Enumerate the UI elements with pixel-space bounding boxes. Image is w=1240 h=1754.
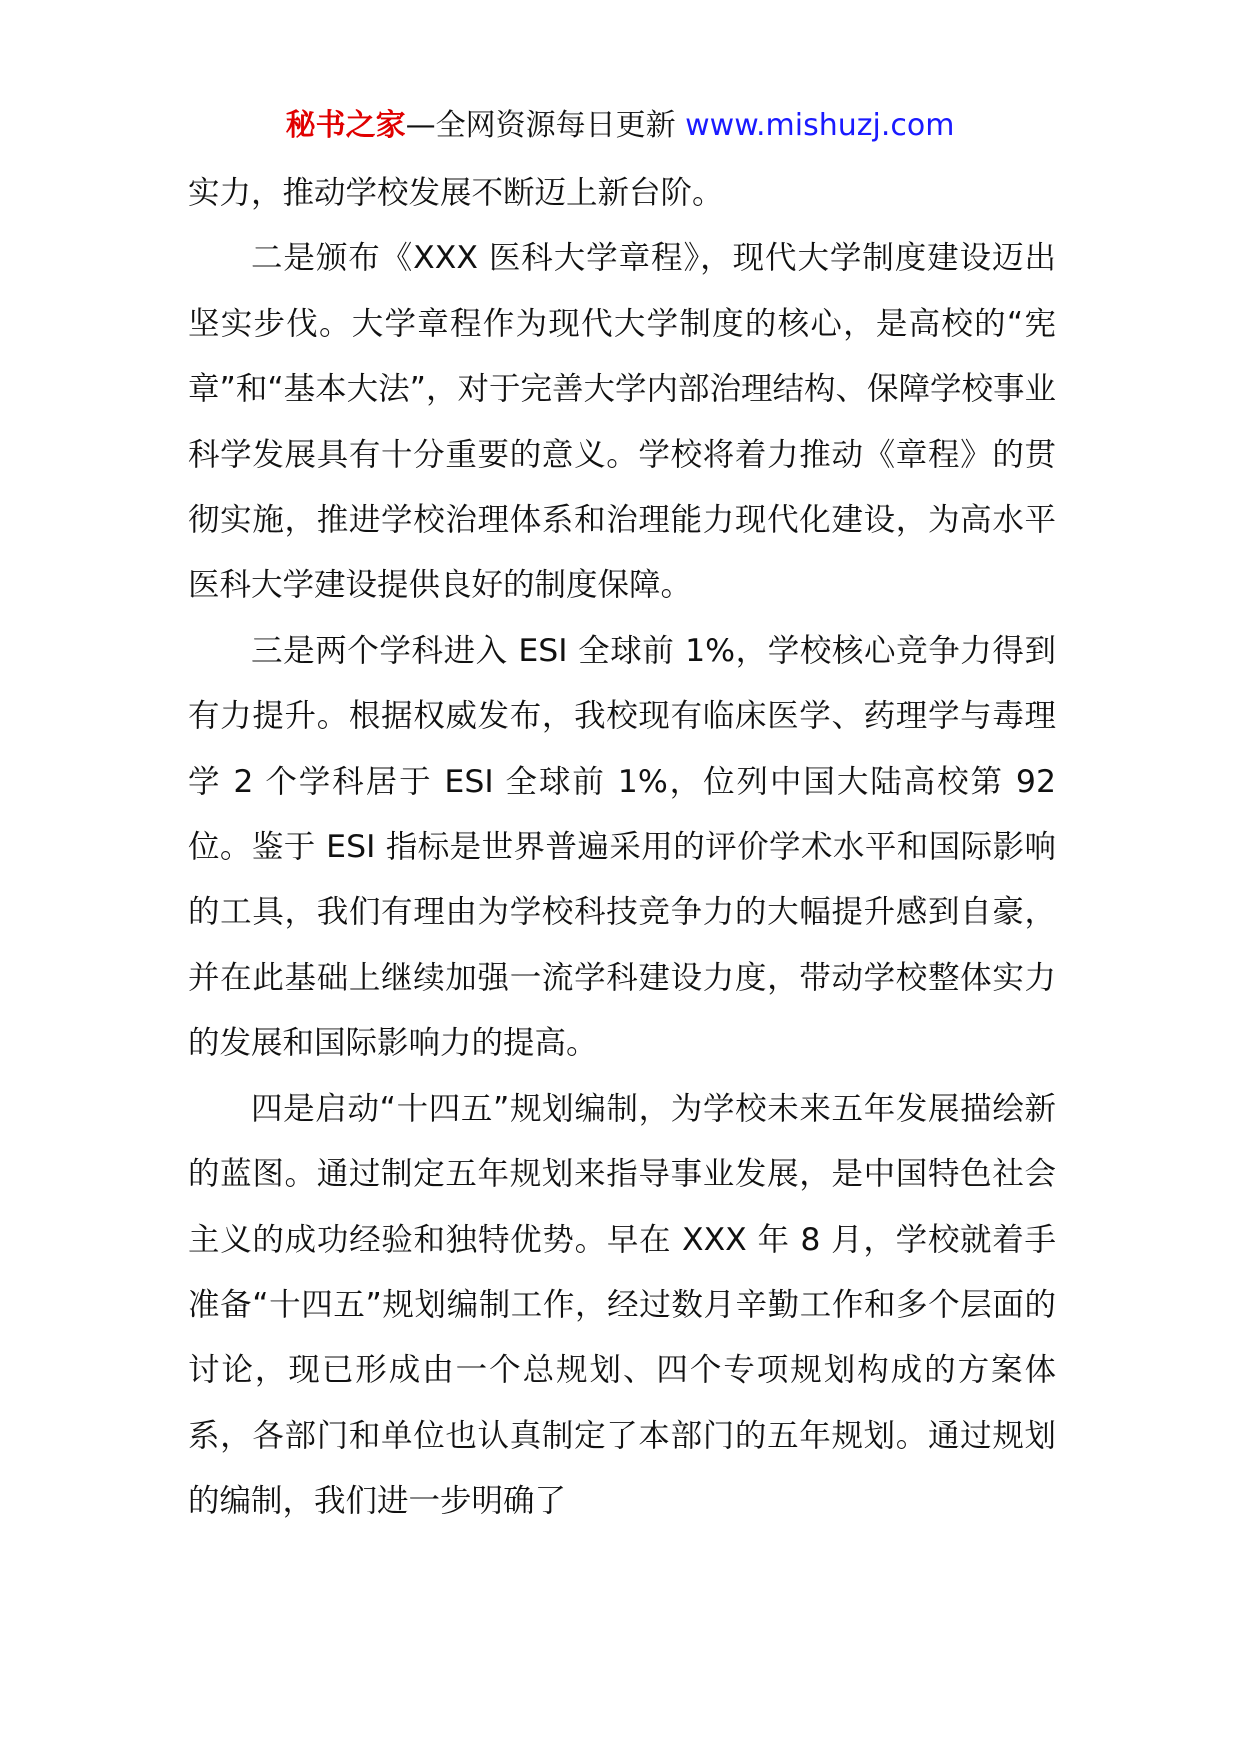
header-tagline: —全网资源每日更新 xyxy=(405,108,686,143)
brand-name: 秘书之家 xyxy=(285,108,406,143)
paragraph-charter: 二是颁布《XXX 医科大学章程》，现代大学制度建设迈出坚实步伐。大学章程作为现代大学制度的核心，是高校的“宪章”和“基本大法”，对于完善大学内部治理结构、保障学校事业科学发展具有十分重要的意义。学校将着力推动《章程》的贯彻实施，推进学校治理体系和治理能力现代化建设，为高水平医科大学建设提供良好的制度保障。 xyxy=(188,240,1056,604)
paragraph-esi: 三是两个学科进入 ESI 全球前 1%，学校核心竞争力得到有力提升。根据权威发布，我校现有临床医学、药理学与毒理学 2 个学科居于 ESI 全球前 1%，位列中国大陆高校第 92 位。鉴于 ESI 指标是世界普遍采用的评价学术水平和国际影响的工具，我们有理由为学校科技竞争力的大幅提升感到自豪，并在此基础上继续加强一流学科建设力度，带动学校整体实力的发展和国际影响力的提高。 xyxy=(188,632,1056,1062)
site-url-link[interactable]: www.mishuzj.com xyxy=(685,108,955,143)
site-header xyxy=(0,104,1240,148)
document-body xyxy=(188,161,1056,1535)
paragraph-five-year-plan: 四是启动“十四五”规划编制，为学校未来五年发展描绘新的蓝图。通过制定五年规划来指导事业发展，是中国特色社会主义的成功经验和独特优势。早在 XXX 年 8 月，学校就着手准备“十四五”规划编制工作，经过数月辛勤工作和多个层面的讨论，现已形成由一个总规划、四个专项规划构成的方案体系，各部门和单位也认真制定了本部门的五年规划。通过规划的编制，我们进一步明确了 xyxy=(188,1090,1056,1520)
paragraph-continuation: 实力，推动学校发展不断迈上新台阶。 xyxy=(188,175,724,211)
